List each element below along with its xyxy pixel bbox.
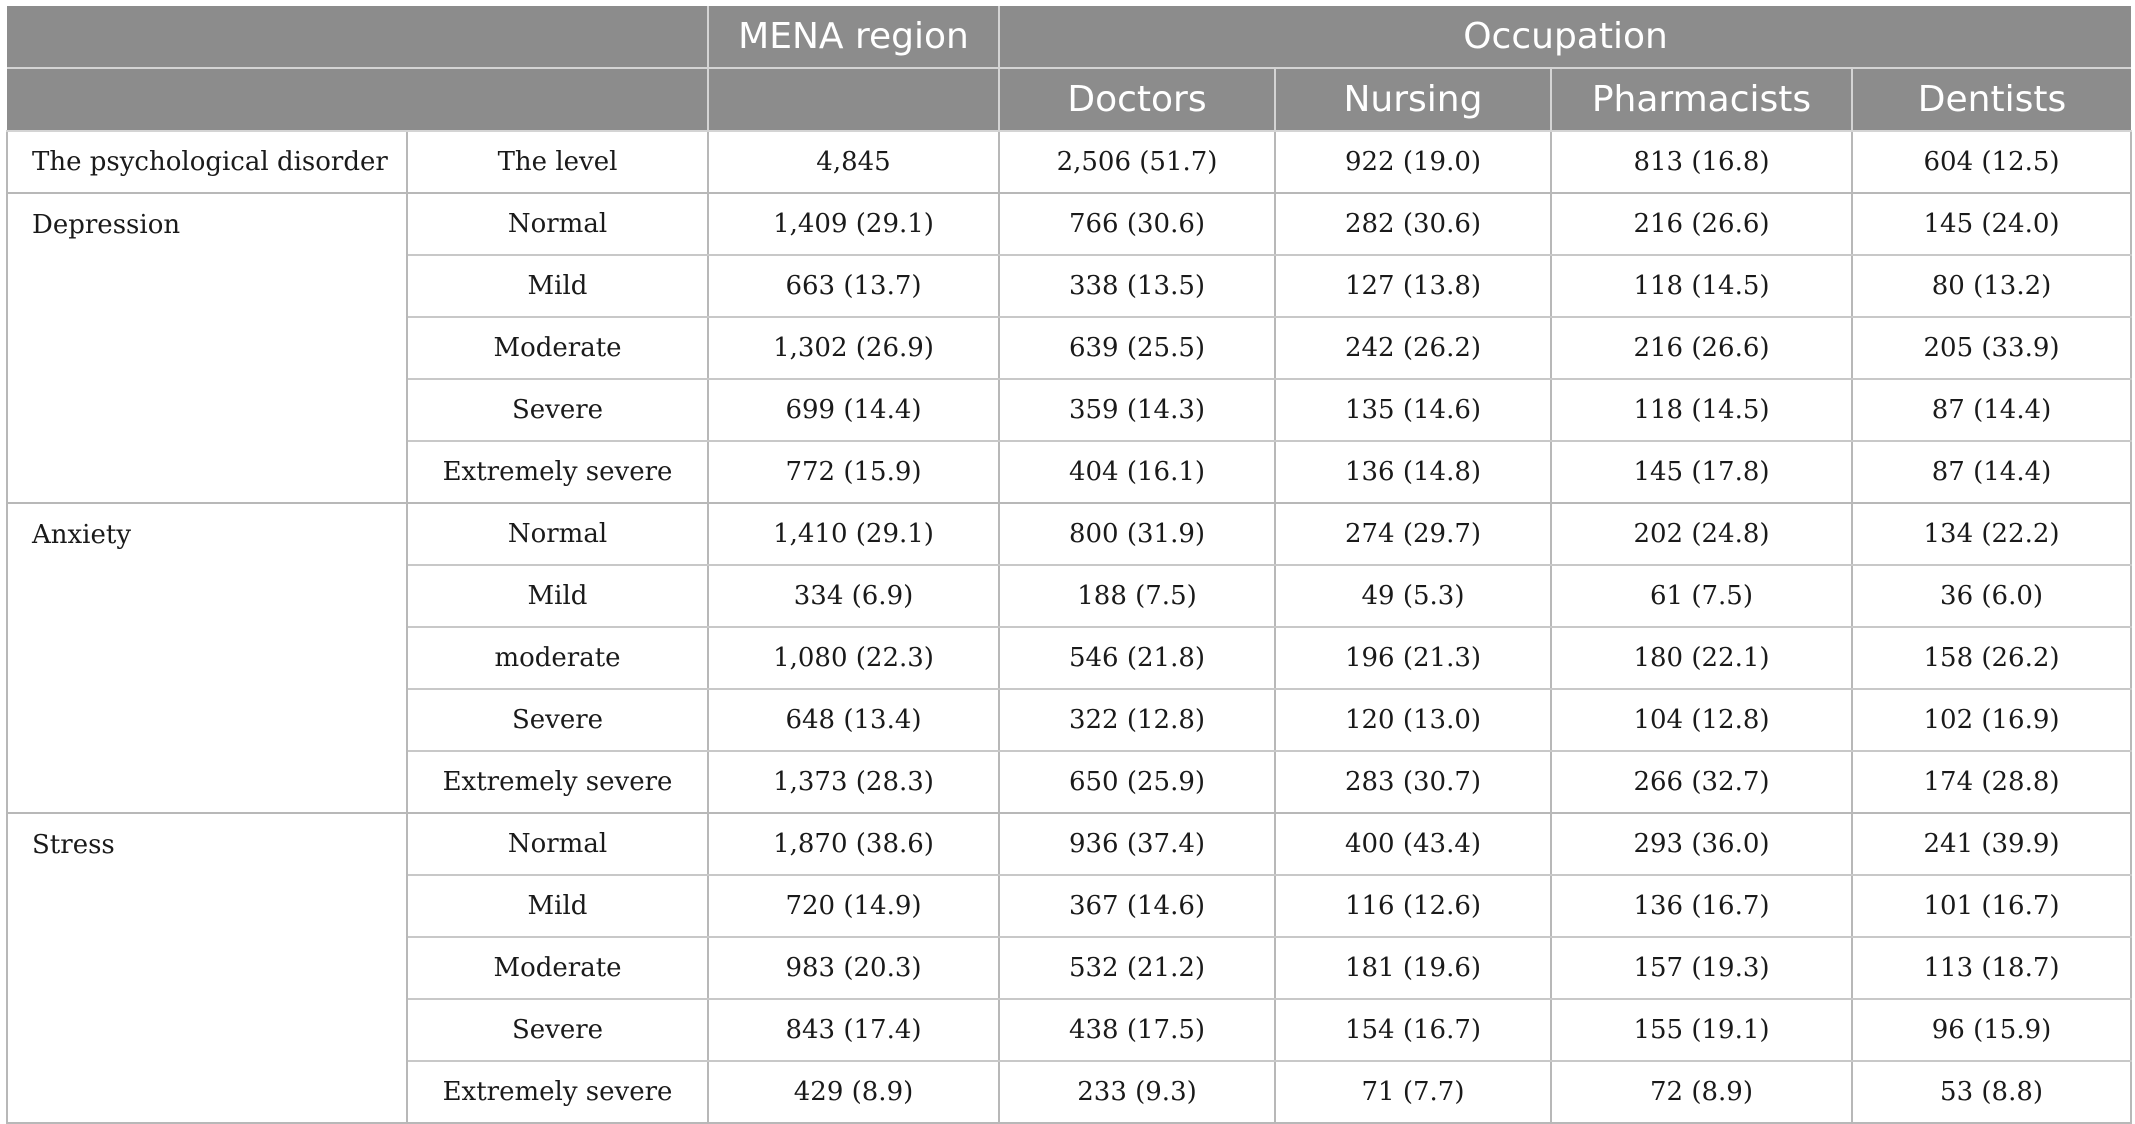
value-cell-nursing: 49 (5.3) (1275, 565, 1551, 627)
header-blank-region (708, 68, 999, 131)
level-cell: Mild (407, 875, 708, 937)
value-cell-dentists: 87 (14.4) (1852, 441, 2131, 503)
value-cell-doctors: 338 (13.5) (999, 255, 1275, 317)
value-cell-pharmacists: 155 (19.1) (1551, 999, 1852, 1061)
value-cell-dentists: 96 (15.9) (1852, 999, 2131, 1061)
value-cell-doctors: 639 (25.5) (999, 317, 1275, 379)
value-cell-pharmacists: 145 (17.8) (1551, 441, 1852, 503)
level-cell: The level (407, 131, 708, 193)
value-cell-doctors: 546 (21.8) (999, 627, 1275, 689)
value-cell-doctors: 188 (7.5) (999, 565, 1275, 627)
header-occupation: Occupation (999, 6, 2131, 68)
value-cell-region: 699 (14.4) (708, 379, 999, 441)
level-cell: Severe (407, 689, 708, 751)
value-cell-region: 429 (8.9) (708, 1061, 999, 1123)
value-cell-region: 983 (20.3) (708, 937, 999, 999)
level-cell: Normal (407, 813, 708, 875)
table-row-summary (7, 131, 2131, 193)
value-cell-region: 1,080 (22.3) (708, 627, 999, 689)
group-label: Anxiety (7, 503, 407, 813)
level-cell: Normal (407, 503, 708, 565)
value-cell-region: 843 (17.4) (708, 999, 999, 1061)
value-cell-pharmacists: 180 (22.1) (1551, 627, 1852, 689)
value-cell-pharmacists: 813 (16.8) (1551, 131, 1852, 193)
value-cell-pharmacists: 293 (36.0) (1551, 813, 1852, 875)
table-header (7, 6, 2131, 131)
value-cell-doctors: 650 (25.9) (999, 751, 1275, 813)
value-cell-nursing: 196 (21.3) (1275, 627, 1551, 689)
value-cell-nursing: 283 (30.7) (1275, 751, 1551, 813)
value-cell-dentists: 134 (22.2) (1852, 503, 2131, 565)
row-label-disorder: The psychological disorder (7, 131, 407, 193)
value-cell-nursing: 922 (19.0) (1275, 131, 1551, 193)
value-cell-region: 1,409 (29.1) (708, 193, 999, 255)
level-cell: Moderate (407, 937, 708, 999)
value-cell-nursing: 136 (14.8) (1275, 441, 1551, 503)
header-pharmacists: Pharmacists (1551, 68, 1852, 131)
value-cell-doctors: 936 (37.4) (999, 813, 1275, 875)
value-cell-doctors: 766 (30.6) (999, 193, 1275, 255)
header-row-bottom (7, 68, 2131, 131)
value-cell-pharmacists: 216 (26.6) (1551, 317, 1852, 379)
value-cell-dentists: 145 (24.0) (1852, 193, 2131, 255)
header-nursing: Nursing (1275, 68, 1551, 131)
occupation-psychological-disorder-table (6, 6, 2132, 1124)
value-cell-region: 4,845 (708, 131, 999, 193)
table-row (7, 193, 2131, 255)
level-cell: Extremely severe (407, 751, 708, 813)
value-cell-doctors: 322 (12.8) (999, 689, 1275, 751)
value-cell-nursing: 127 (13.8) (1275, 255, 1551, 317)
header-dentists: Dentists (1852, 68, 2131, 131)
value-cell-dentists: 113 (18.7) (1852, 937, 2131, 999)
value-cell-pharmacists: 104 (12.8) (1551, 689, 1852, 751)
value-cell-dentists: 158 (26.2) (1852, 627, 2131, 689)
value-cell-nursing: 120 (13.0) (1275, 689, 1551, 751)
value-cell-nursing: 154 (16.7) (1275, 999, 1551, 1061)
level-cell: Mild (407, 255, 708, 317)
header-mena-region: MENA region (708, 6, 999, 68)
value-cell-region: 663 (13.7) (708, 255, 999, 317)
header-doctors: Doctors (999, 68, 1275, 131)
value-cell-dentists: 53 (8.8) (1852, 1061, 2131, 1123)
value-cell-pharmacists: 118 (14.5) (1551, 255, 1852, 317)
value-cell-dentists: 80 (13.2) (1852, 255, 2131, 317)
value-cell-region: 1,410 (29.1) (708, 503, 999, 565)
value-cell-dentists: 101 (16.7) (1852, 875, 2131, 937)
value-cell-doctors: 367 (14.6) (999, 875, 1275, 937)
value-cell-nursing: 282 (30.6) (1275, 193, 1551, 255)
value-cell-pharmacists: 136 (16.7) (1551, 875, 1852, 937)
value-cell-dentists: 87 (14.4) (1852, 379, 2131, 441)
value-cell-doctors: 233 (9.3) (999, 1061, 1275, 1123)
value-cell-region: 334 (6.9) (708, 565, 999, 627)
group-label: Stress (7, 813, 407, 1123)
level-cell: Normal (407, 193, 708, 255)
value-cell-pharmacists: 216 (26.6) (1551, 193, 1852, 255)
value-cell-dentists: 241 (39.9) (1852, 813, 2131, 875)
level-cell: Extremely severe (407, 1061, 708, 1123)
group-label: Depression (7, 193, 407, 503)
value-cell-region: 648 (13.4) (708, 689, 999, 751)
header-blank-top (7, 6, 708, 68)
value-cell-pharmacists: 157 (19.3) (1551, 937, 1852, 999)
value-cell-region: 1,373 (28.3) (708, 751, 999, 813)
value-cell-doctors: 532 (21.2) (999, 937, 1275, 999)
value-cell-region: 772 (15.9) (708, 441, 999, 503)
data-table-container (6, 6, 2130, 1124)
value-cell-nursing: 116 (12.6) (1275, 875, 1551, 937)
header-row-top (7, 6, 2131, 68)
value-cell-region: 1,302 (26.9) (708, 317, 999, 379)
value-cell-doctors: 404 (16.1) (999, 441, 1275, 503)
value-cell-nursing: 71 (7.7) (1275, 1061, 1551, 1123)
level-cell: Moderate (407, 317, 708, 379)
value-cell-pharmacists: 118 (14.5) (1551, 379, 1852, 441)
value-cell-pharmacists: 202 (24.8) (1551, 503, 1852, 565)
value-cell-doctors: 800 (31.9) (999, 503, 1275, 565)
value-cell-pharmacists: 72 (8.9) (1551, 1061, 1852, 1123)
value-cell-dentists: 205 (33.9) (1852, 317, 2131, 379)
table-row (7, 813, 2131, 875)
value-cell-dentists: 604 (12.5) (1852, 131, 2131, 193)
value-cell-doctors: 359 (14.3) (999, 379, 1275, 441)
value-cell-nursing: 274 (29.7) (1275, 503, 1551, 565)
value-cell-pharmacists: 266 (32.7) (1551, 751, 1852, 813)
level-cell: Severe (407, 999, 708, 1061)
level-cell: Severe (407, 379, 708, 441)
value-cell-region: 720 (14.9) (708, 875, 999, 937)
level-cell: moderate (407, 627, 708, 689)
table-body (7, 131, 2131, 1123)
value-cell-nursing: 135 (14.6) (1275, 379, 1551, 441)
value-cell-dentists: 174 (28.8) (1852, 751, 2131, 813)
level-cell: Mild (407, 565, 708, 627)
level-cell: Extremely severe (407, 441, 708, 503)
value-cell-dentists: 36 (6.0) (1852, 565, 2131, 627)
header-blank-bottom (7, 68, 708, 131)
value-cell-doctors: 438 (17.5) (999, 999, 1275, 1061)
value-cell-nursing: 400 (43.4) (1275, 813, 1551, 875)
value-cell-nursing: 181 (19.6) (1275, 937, 1551, 999)
value-cell-pharmacists: 61 (7.5) (1551, 565, 1852, 627)
value-cell-doctors: 2,506 (51.7) (999, 131, 1275, 193)
value-cell-nursing: 242 (26.2) (1275, 317, 1551, 379)
value-cell-dentists: 102 (16.9) (1852, 689, 2131, 751)
value-cell-region: 1,870 (38.6) (708, 813, 999, 875)
table-row (7, 503, 2131, 565)
